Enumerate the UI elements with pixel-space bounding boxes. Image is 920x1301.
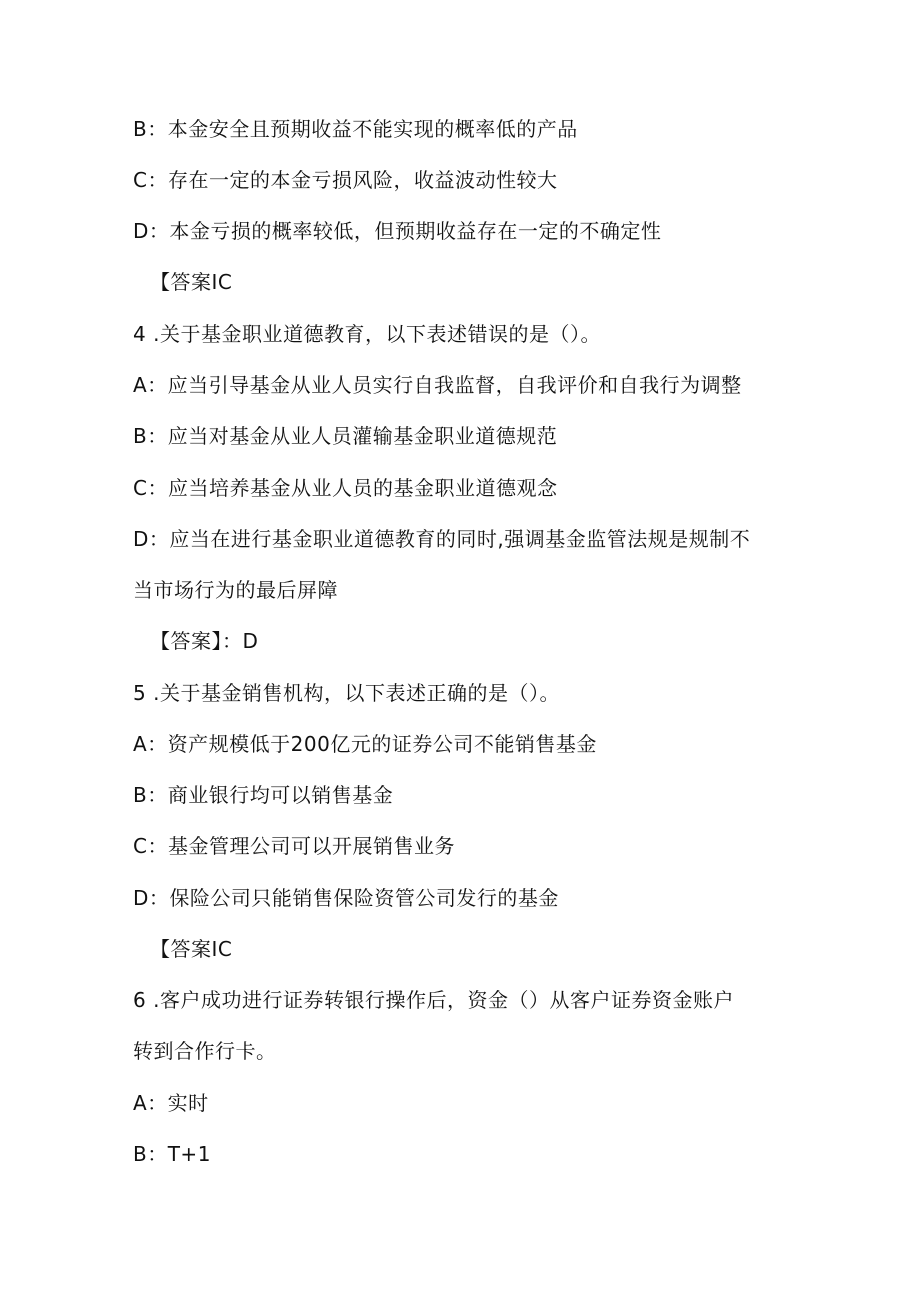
option-c-q5: C：基金管理公司可以开展销售业务 bbox=[133, 834, 455, 858]
option-d-q4-continued: 当市场行为的最后屏障 bbox=[133, 578, 338, 602]
answer-q4: 【答案】：D bbox=[150, 629, 259, 653]
option-a-q5: A：资产规模低于200亿元的证券公司不能销售基金 bbox=[133, 732, 597, 756]
option-c-q3: C：存在一定的本金亏损风险，收益波动性较大 bbox=[133, 168, 558, 192]
question-4: 4 .关于基金职业道德教育，以下表述错误的是（）。 bbox=[133, 322, 601, 346]
answer-q3: 【答案IC bbox=[150, 270, 233, 294]
answer-q5: 【答案IC bbox=[150, 937, 233, 961]
option-a-q6: A：实时 bbox=[133, 1091, 209, 1115]
question-6: 6 .客户成功进行证券转银行操作后，资金（）从客户证券资金账户 bbox=[133, 988, 734, 1012]
question-6-continued: 转到合作行卡。 bbox=[133, 1039, 277, 1063]
option-b-q6: B：T+1 bbox=[133, 1142, 211, 1166]
option-a-q4: A：应当引导基金从业人员实行自我监督，自我评价和自我行为调整 bbox=[133, 373, 742, 397]
option-d-q3: D：本金亏损的概率较低，但预期收益存在一定的不确定性 bbox=[133, 219, 662, 243]
question-5: 5 .关于基金销售机构，以下表述正确的是（）。 bbox=[133, 681, 560, 705]
option-c-q4: C：应当培养基金从业人员的基金职业道德观念 bbox=[133, 476, 558, 500]
option-b-q4: B：应当对基金从业人员灌输基金职业道德规范 bbox=[133, 424, 558, 448]
option-b-q3: B：本金安全且预期收益不能实现的概率低的产品 bbox=[133, 117, 578, 141]
option-d-q4: D：应当在进行基金职业道德教育的同时,强调基金监管法规是规制不 bbox=[133, 527, 751, 551]
option-d-q5: D：保险公司只能销售保险资管公司发行的基金 bbox=[133, 886, 559, 910]
option-b-q5: B：商业银行均可以销售基金 bbox=[133, 783, 394, 807]
